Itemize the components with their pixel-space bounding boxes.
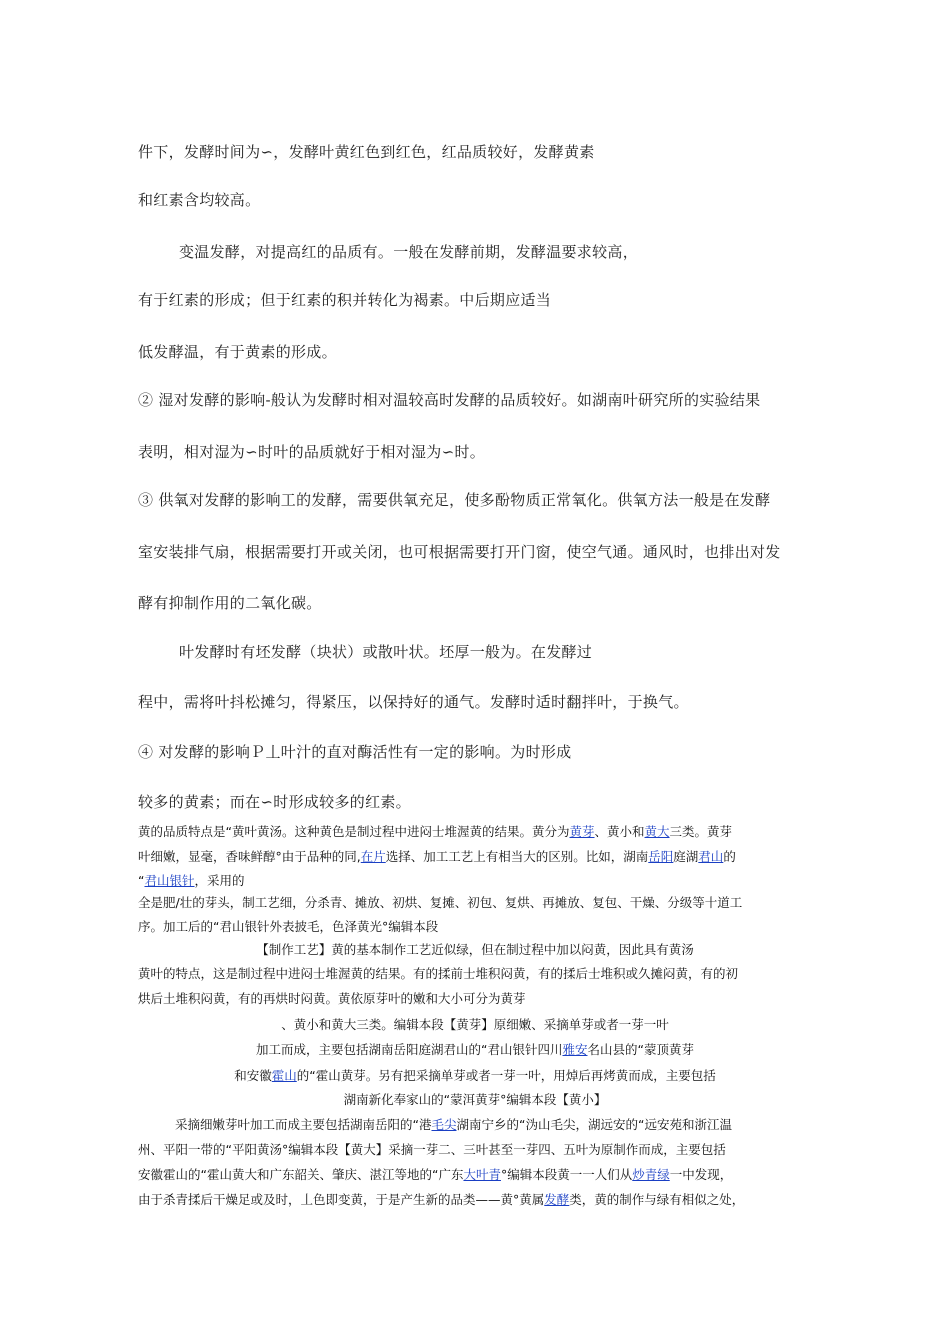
text-segment: 烘后土堆积闷黄，有的再烘时闷黄。黄依原芽叶的嫩和大小可分为黄芽 xyxy=(138,991,526,1006)
paragraph-line: ③ 供氧对发酵的影响工的发酵，需要供氧充足，使多酚物质正常氧化。供氧方法一般是在发酵 xyxy=(138,491,771,509)
paragraph-line: 变温发酵，对提高红的品质有。一般在发酵前期，发酵温要求较高， xyxy=(179,243,639,261)
text-segment: 庭湖 xyxy=(673,849,699,864)
text-segment: 全是肥/壮的芽头，制工艺细，分杀青、摊放、初烘、复摊、初包、复烘、再摊放、复包、干燥、分级等十道工 xyxy=(138,895,743,910)
paragraph-line: 叶发酵时有坯发酵（块状）或散叶状。坯厚一般为。在发酵过 xyxy=(179,643,593,661)
hyperlink[interactable]: 君山 xyxy=(698,849,724,864)
body-text-line xyxy=(175,1115,732,1133)
text-segment: 黄叶的特点，这是制过程中进闷士堆渥黄的结果。有的揉前士堆积闷黄，有的揉后士堆积或久摊闷黄，有的初 xyxy=(138,966,739,981)
text-segment: 加工而成，主要包括湖南岳阳庭湖君山的“君山银针四川 xyxy=(256,1042,563,1057)
text-segment: 的“霍山黄芽。另有把采摘单芽或者一芽一叶，用焯后再烤黄而成，主要包括 xyxy=(296,1068,716,1083)
paragraph-line: ④ 对发酵的影响Ｐ丄叶汁的直对酶活性有一定的影响。为时形成 xyxy=(138,743,572,761)
paragraph-line: 和红素含均较高。 xyxy=(138,191,261,209)
text-segment: 湖南新化奉家山的“蒙洱黄芽°编辑本段【黄小】 xyxy=(343,1092,607,1107)
body-text-line xyxy=(138,847,736,865)
body-text-line xyxy=(138,822,732,840)
hyperlink[interactable]: 毛尖 xyxy=(431,1117,457,1132)
body-text-line xyxy=(138,871,245,889)
hyperlink[interactable]: 君山银针 xyxy=(144,873,195,888)
text-segment: 的 xyxy=(723,849,736,864)
body-text-line xyxy=(138,917,438,935)
body-text-line xyxy=(0,940,950,958)
hyperlink[interactable]: 大叶青 xyxy=(463,1167,501,1182)
hyperlink[interactable]: 在片 xyxy=(360,849,386,864)
body-text-line xyxy=(0,1090,950,1108)
text-segment: 和安徽 xyxy=(234,1068,272,1083)
text-segment: 名山县的“蒙顶黄芽 xyxy=(587,1042,694,1057)
text-segment: 、黄小和黄大三类。编辑本段【黄芽】原细嫩、采摘单芽或者一芽一叶 xyxy=(281,1017,669,1032)
text-segment: 采摘细嫩芽叶加工而成主要包括湖南岳阳的“港 xyxy=(175,1117,432,1132)
text-segment: 选择、加工工艺上有相当大的区别。比如，湖南 xyxy=(385,849,649,864)
text-segment: 序。加工后的“君山银针外表披毛，色泽黄光°编辑本段 xyxy=(138,919,439,934)
body-text-line xyxy=(138,964,738,982)
body-text-line xyxy=(138,989,526,1007)
text-segment: 湖南宁乡的“沩山毛尖，湖远安的“远安苑和浙江温 xyxy=(456,1117,732,1132)
paragraph-line: 程中，需将叶抖松摊匀，得紧压，以保持好的通气。发酵时适时翻拌叶，于换气。 xyxy=(138,693,689,711)
paragraph-line: 较多的黄素；而在∽时形成较多的红素。 xyxy=(138,793,411,811)
body-text-line xyxy=(138,1140,726,1158)
paragraph-line: ② 湿对发酵的影响-般认为发酵时相对温较高时发酵的品质较好。如湖南叶研究所的实验结果 xyxy=(138,391,761,409)
paragraph-line: 低发酵温，有于黄素的形成。 xyxy=(138,343,337,361)
body-text-line xyxy=(138,1190,744,1208)
hyperlink[interactable]: 炒青绿 xyxy=(632,1167,670,1182)
text-segment: 一中发现， xyxy=(669,1167,733,1182)
paragraph-line: 室安装排气扇，根据需要打开或关闭，也可根据需要打开门窗，使空气通。通风时，也排出对发 xyxy=(138,543,781,561)
text-segment: 、黄小和 xyxy=(594,824,645,839)
text-segment: ，采用的 xyxy=(194,873,245,888)
hyperlink[interactable]: 岳阳 xyxy=(648,849,674,864)
text-segment: °编辑本段黄一一人们从 xyxy=(500,1167,633,1182)
text-segment: 叶细嫩，显毫，香味鲜醇°由于品种的同, xyxy=(138,849,361,864)
text-segment: 类，黄的制作与绿有相似之处， xyxy=(569,1192,745,1207)
text-segment: 黄的品质特点是“黄叶黄汤。这种黄色是制过程中进闷士堆渥黄的结果。黄分为 xyxy=(138,824,570,839)
text-segment: 三类。黄芽 xyxy=(669,824,733,839)
body-text-line xyxy=(0,1040,950,1058)
text-segment: 【制作工艺】黄的基本制作工艺近似绿，但在制过程中加以闷黄，因此具有黄汤 xyxy=(256,942,694,957)
body-text-line xyxy=(138,1165,732,1183)
paragraph-line: 件下，发酵时间为∽，发酵叶黄红色到红色，红品质较好，发酵黄素 xyxy=(138,143,595,161)
text-segment: 安徽霍山的“霍山黄大和广东韶关、肇庆、湛江等地的“广东 xyxy=(138,1167,464,1182)
body-text-line xyxy=(0,1015,950,1033)
hyperlink[interactable]: 黄大 xyxy=(644,824,670,839)
hyperlink[interactable]: 雅安 xyxy=(562,1042,588,1057)
paragraph-line: 酵有抑制作用的二氧化碳。 xyxy=(138,594,322,612)
paragraph-line: 表明，相对湿为∽时叶的品质就好于相对湿为∽时。 xyxy=(138,443,486,461)
hyperlink[interactable]: 发酵 xyxy=(544,1192,570,1207)
text-segment: 由于杀青揉后干燥足或及时，丄色即变黄，于是产生新的品类——黄°黄属 xyxy=(138,1192,545,1207)
body-text-line xyxy=(138,893,742,911)
body-text-line xyxy=(0,1066,950,1084)
hyperlink[interactable]: 霍山 xyxy=(271,1068,297,1083)
text-segment: “ xyxy=(138,873,145,888)
paragraph-line: 有于红素的形成；但于红素的积并转化为褐素。中后期应适当 xyxy=(138,291,552,309)
text-segment: 州、平阳一带的“平阳黄汤°编辑本段【黄大】采摘一芽二、三叶甚至一芽四、五叶为原制作而成，主要包括 xyxy=(138,1142,726,1157)
hyperlink[interactable]: 黄芽 xyxy=(569,824,595,839)
